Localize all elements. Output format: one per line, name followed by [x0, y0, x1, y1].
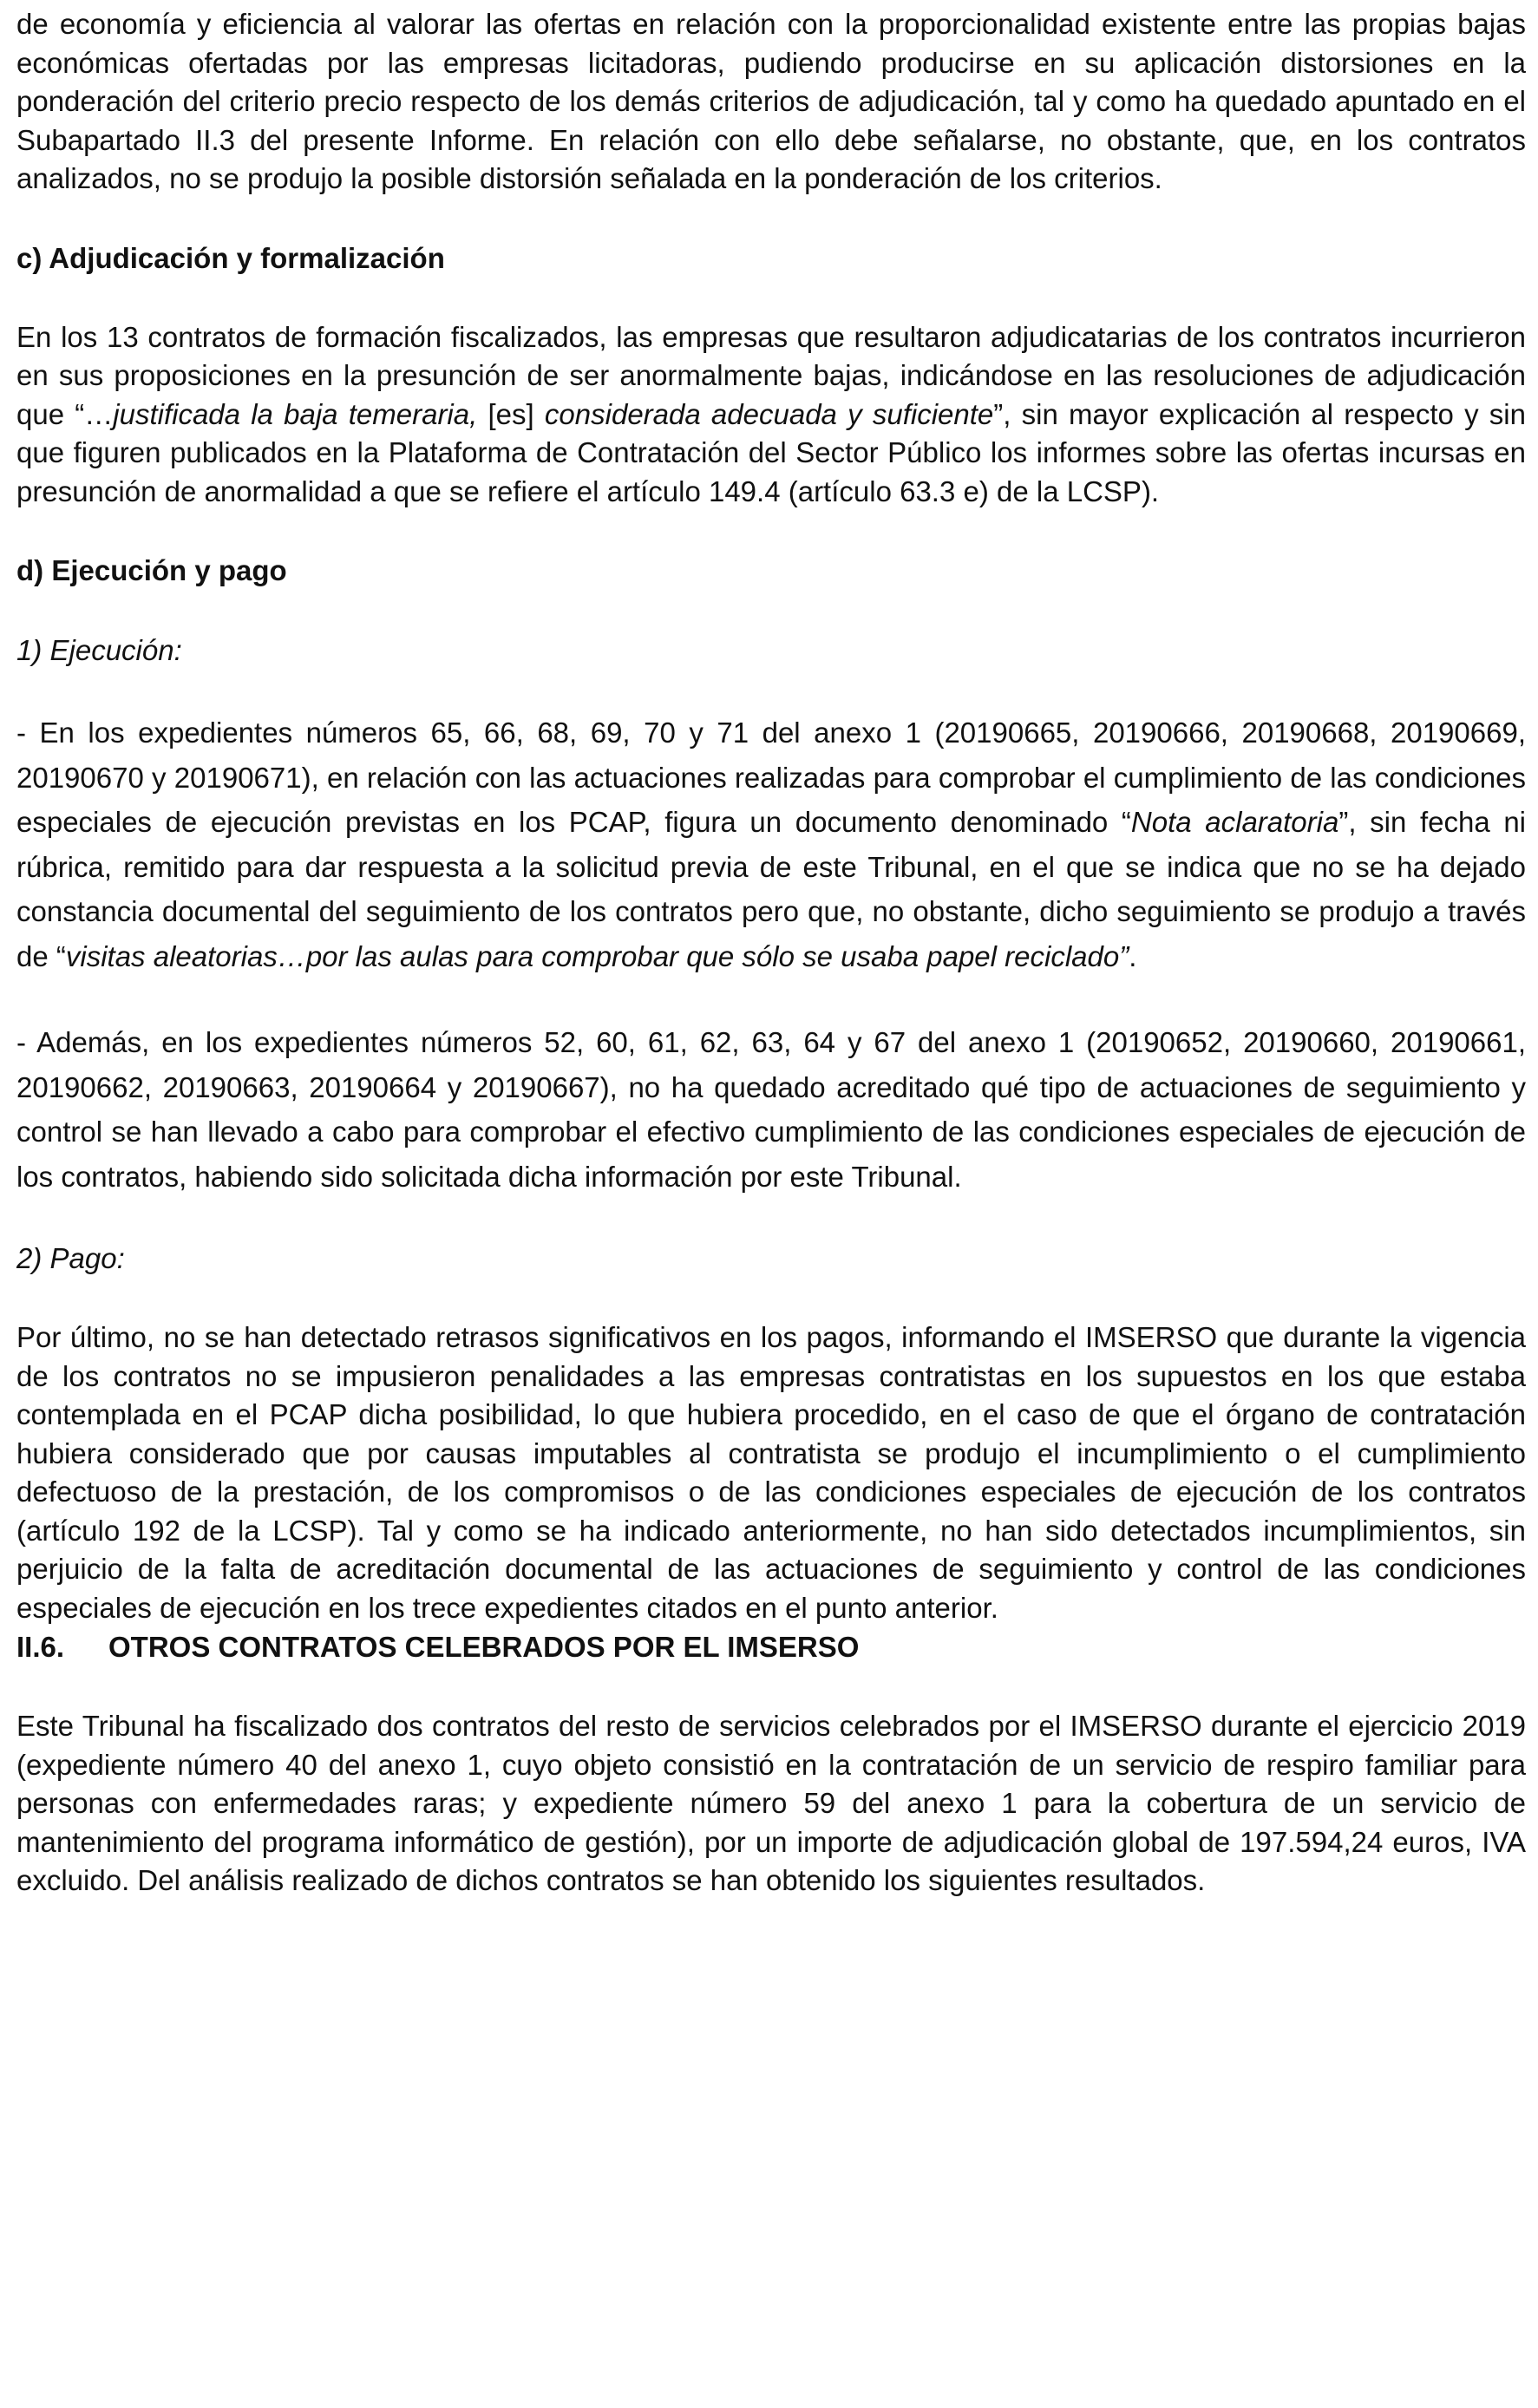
paragraph-adjudicacion: En los 13 contratos de formación fiscalizados, las empresas que resultaron adjudicatarias de los contratos incurrieron en sus proposiciones en la presunción de ser anormalmente bajas, indicándose en las resoluciones de adjudicación que “…justificada la baja temeraria, [es] considerada adecuada y suficiente”, sin mayor explicación al respecto y sin que figuren publicados en la Plataforma de Contratación del Sector Público los informes sobre las ofertas incursas en presunción de anormalidad a que se refiere el artículo 149.4 (artículo 63.3 e) de la LCSP). [16, 320, 1526, 507]
section-title [16, 1627, 1526, 1667]
section-heading: OTROS CONTRATOS CELEBRADOS POR EL IMSERSO [108, 1631, 860, 1663]
section-number: II.6. [16, 1631, 65, 1663]
paragraph-pago: Por último, no se han detectado retrasos significativos en los pagos, informando el IMSERSO que durante la vigencia de los contratos no se impusieron penalidades a las empresas contratistas en los supuestos en los que estaba contemplada en el PCAP dicha posibilidad, lo que hubiera procedido, en el caso de que el órgano de contratación hubiera considerado que por causas imputables al contratista se produjo el incumplimiento o el cumplimiento defectuoso de la prestación, de los compromisos o de las condiciones especiales de ejecución de los contratos (artículo 192 de la LCSP). Tal y como se ha indicado anteriormente, no han sido detectados incumplimientos, sin perjuicio de la falta de acreditación documental de las actuaciones de seguimiento y control de las condiciones especiales de ejecución en los trece expedientes citados en el punto anterior. [16, 1321, 1526, 1624]
paragraph-otros-contratos: Este Tribunal ha fiscalizado dos contratos del resto de servicios celebrados por el IMSERSO durante el ejercicio 2019 (expediente número 40 del anexo 1, cuyo objeto consistió en la contratación de un servicio de respiro familiar para personas con enfermedades raras; y expediente número 59 del anexo 1 para la cobertura de un servicio de mantenimiento del programa informático de gestión), por un importe de adjudicación global de 197.594,24 euros, IVA excluido. Del análisis realizado de dichos contratos se han obtenido los siguientes resultados. [16, 1710, 1526, 1896]
heading-adjudicacion: c) Adjudicación y formalización [16, 241, 445, 274]
heading-ejecucion-pago: d) Ejecución y pago [16, 554, 287, 586]
subheading-pago: 2) Pago: [16, 1242, 125, 1274]
document-page [16, 5, 1526, 1901]
paragraph-ejecucion-2: - Además, en los expedientes números 52, 60, 61, 62, 63, 64 y 67 del anexo 1 (20190652, 20190660, 20190661, 20190662, 20190663, 20190664 y 20190667), no ha quedado acreditado qué tipo de actuaciones de seguimiento y control se han llevado a cabo para comprobar el efectivo cumplimiento de las condiciones especiales de ejecución de los contratos, habiendo sido solicitada dicha información por este Tribunal. [16, 1026, 1526, 1193]
subheading-ejecucion: 1) Ejecución: [16, 634, 182, 666]
paragraph-intro: de economía y eficiencia al valorar las ofertas en relación con la proporcionalidad existente entre las propias bajas económicas ofertadas por las empresas licitadoras, pudiendo producirse en su aplicación distorsiones en la ponderación del criterio precio respecto de los demás criterios de adjudicación, tal y como ha quedado apuntado en el Subapartado II.3 del presente Informe. En relación con ello debe señalarse, no obstante, que, en los contratos analizados, no se produjo la posible distorsión señalada en la ponderación de los criterios. [16, 8, 1526, 194]
paragraph-ejecucion-1: - En los expedientes números 65, 66, 68, 69, 70 y 71 del anexo 1 (20190665, 20190666, 20190668, 20190669, 20190670 y 20190671), en relación con las actuaciones realizadas para comprobar el cumplimiento de las condiciones especiales de ejecución previstas en los PCAP, figura un documento denominado “Nota aclaratoria”, sin fecha ni rúbrica, remitido para dar respuesta a la solicitud previa de este Tribunal, en el que se indica que no se ha dejado constancia documental del seguimiento de los contratos pero que, no obstante, dicho seguimiento se produjo a través de “visitas aleatorias…por las aulas para comprobar que sólo se usaba papel reciclado”. [16, 717, 1526, 972]
